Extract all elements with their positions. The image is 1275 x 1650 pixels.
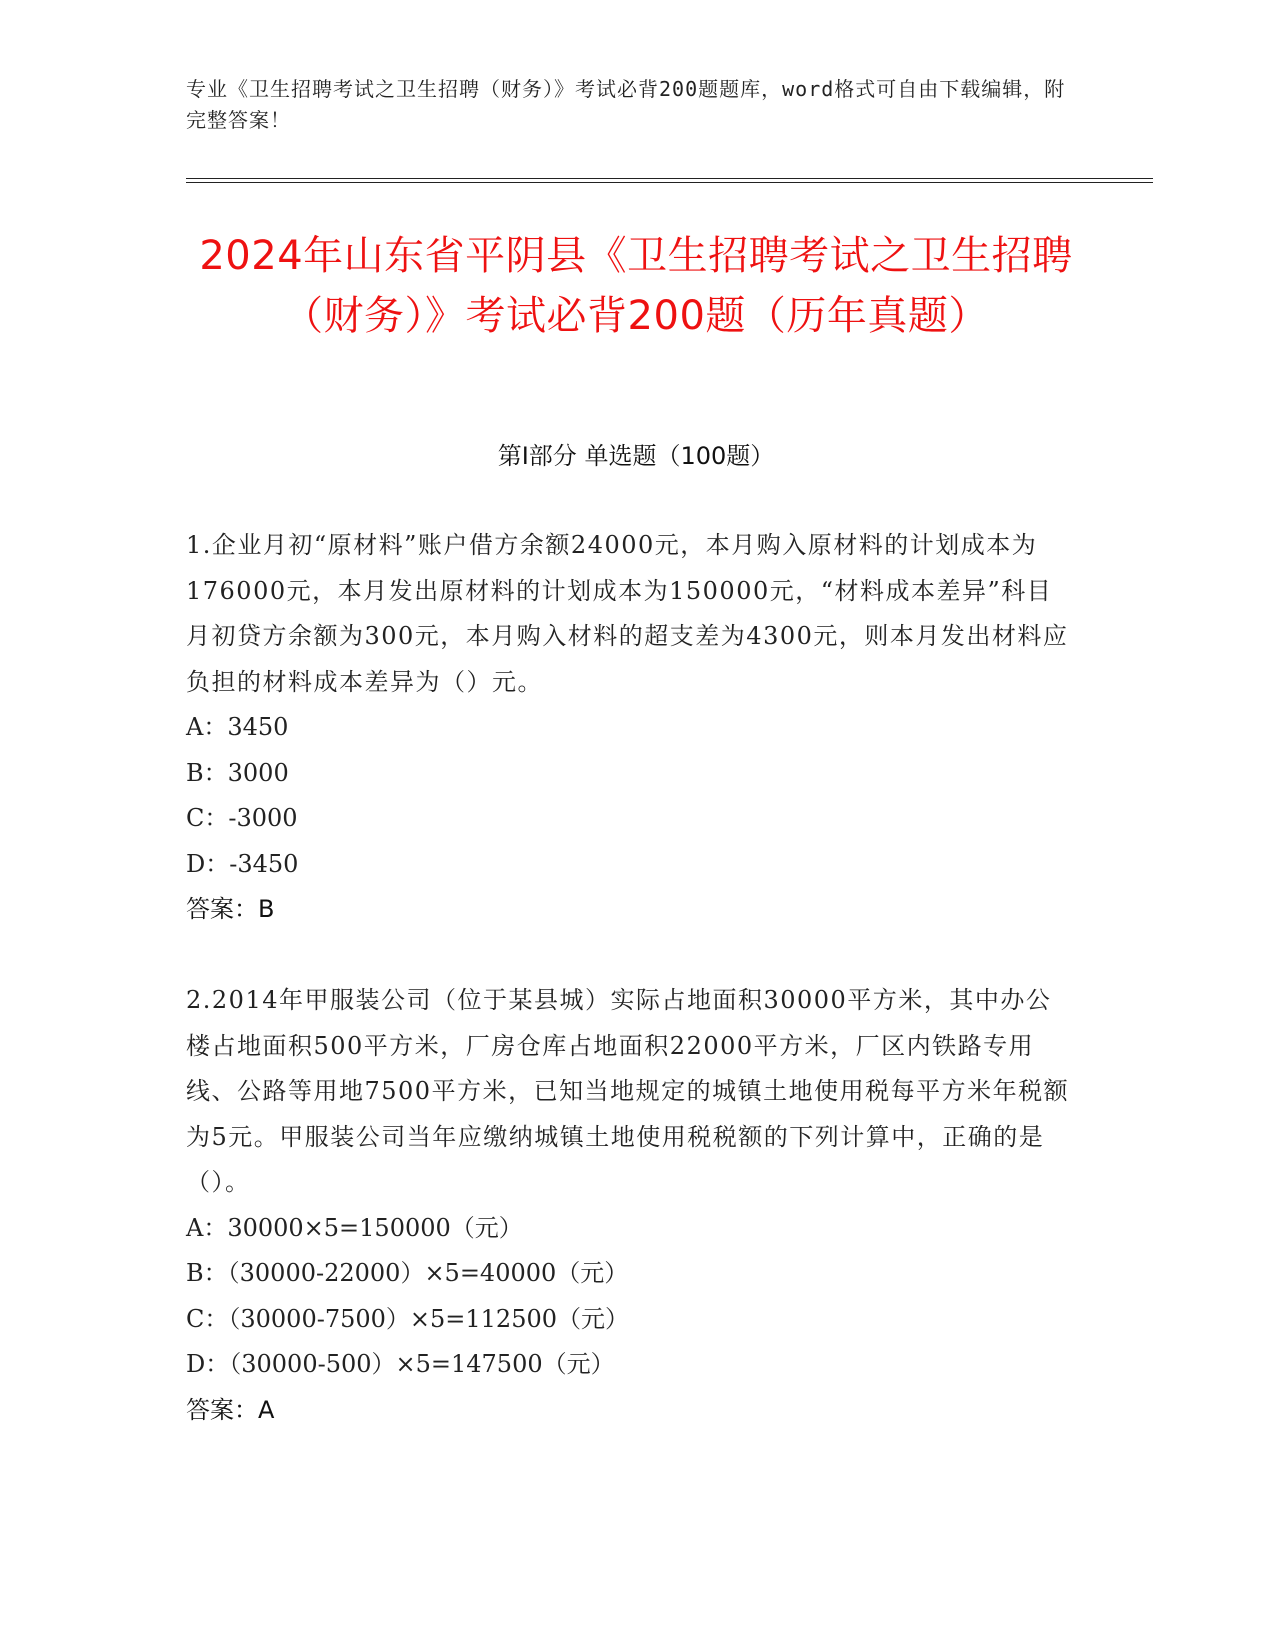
answer: 答案：B	[186, 895, 275, 923]
header-rule-top	[186, 178, 1153, 179]
option-a: A：30000×5=150000（元）	[186, 1213, 523, 1242]
question-2	[186, 978, 1071, 1433]
section-heading: 第I部分 单选题（100题）	[497, 442, 775, 470]
option-c: C：-3000	[186, 804, 298, 832]
answer: 答案：A	[186, 1395, 275, 1424]
header-note: 专业《卫生招聘考试之卫生招聘（财务）》考试必背200题题库，word格式可自由下载编辑，附完整答案！	[186, 77, 1066, 132]
option-a: A：3450	[186, 713, 289, 741]
question-text: 2.2014年甲服装公司（位于某县城）实际占地面积30000平方米，其中办公楼占地面积500平方米，厂房仓库占地面积22000平方米，厂区内铁路专用线、公路等用地7500平方米，已知当地规定的城镇土地使用税每平方米年税额为5元。甲服装公司当年应缴纳城镇土地使用税税额的下列计算中，正确的是（）。	[186, 986, 1070, 1196]
option-d: D：-3450	[186, 849, 299, 878]
document-title: 2024年山东省平阴县《卫生招聘考试之卫生招聘（财务）》考试必背200题（历年真题）	[199, 233, 1073, 339]
question-1	[186, 523, 1071, 933]
option-b: B：3000	[186, 758, 289, 787]
option-b: B：（30000-22000）×5=40000（元）	[186, 1259, 629, 1287]
question-text: 1.企业月初“原材料”账户借方余额24000元，本月购入原材料的计划成本为176000元，本月发出原材料的计划成本为150000元，“材料成本差异”科目月初贷方余额为300元，本月购入材料的超支差为4300元，则本月发出材料应负担的材料成本差异为（）元。	[186, 531, 1069, 696]
option-c: C：（30000-7500）×5=112500（元）	[186, 1304, 630, 1333]
option-d: D：（30000-500）×5=147500（元）	[186, 1350, 615, 1378]
header-rule-bottom	[186, 182, 1153, 183]
